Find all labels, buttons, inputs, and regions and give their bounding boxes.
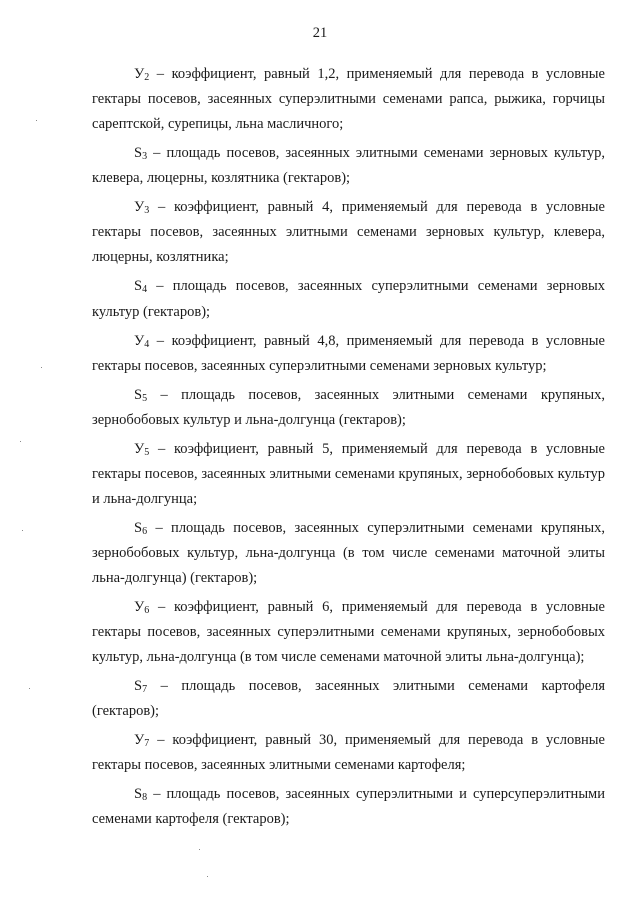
variable-symbol: $S_3$: [134, 145, 148, 163]
scan-speck: [199, 849, 200, 850]
variable-symbol: $S_8$: [134, 786, 148, 804]
scan-speck: [207, 876, 208, 877]
paragraph-y5: [92, 437, 605, 512]
paragraph-y7: [92, 728, 605, 778]
variable-symbol: $У_3$: [134, 199, 150, 217]
variable-symbol: $S_4$: [134, 278, 148, 296]
variable-symbol: $У_2$: [134, 66, 150, 83]
scan-speck: [20, 441, 21, 442]
paragraph-text: – площадь посевов, засеянных суперэлитными семенами зерновых культур (гектаров);: [92, 278, 605, 320]
paragraph-y4: [92, 329, 605, 379]
variable-symbol: $У_7$: [134, 732, 150, 750]
paragraph-text: – площадь посевов, засеянных суперэлитными и суперсуперэлитными семенами картофеля (гектаров);: [92, 786, 605, 828]
paragraph-y6: [92, 595, 605, 670]
paragraph-s6: [92, 516, 605, 591]
scan-speck: [22, 530, 23, 531]
variable-symbol: $S_7$: [134, 678, 148, 696]
paragraph-s4: [92, 274, 605, 324]
scan-speck: [36, 120, 37, 121]
paragraph-text: – коэффициент, равный 30, применяемый для перевода в условные гектары посевов, засеянных элитными семенами картофеля;: [92, 732, 605, 774]
paragraph-text: – площадь посевов, засеянных суперэлитными семенами крупяных, зернобобовых культур, льна-долгунца (в том числе семенами маточной элиты льна-долгунца) (гектаров);: [92, 519, 605, 587]
paragraph-text: – площадь посевов, засеянных элитными семенами крупяных, зернобобовых культур и льна-долгунца (гектаров);: [92, 386, 605, 428]
scan-speck: [29, 688, 30, 689]
paragraph-text: – коэффициент, равный 5, применяемый для перевода в условные гектары посевов, засеянных элитными семенами крупяных, зернобобовых культур и льна-долгунца;: [92, 440, 605, 507]
paragraph-text: – коэффициент, равный 4, применяемый для перевода в условные гектары посевов, засеянных элитными семенами зерновых культур, клевера, люцерны, козлятника;: [92, 199, 605, 266]
scan-speck: [41, 367, 42, 368]
paragraph-text: – коэффициент, равный 1,2, применяемый для перевода в условные гектары посевов, засеянных суперэлитными семенами рапса, рыжика, горчицы сарептской, сурепицы, льна масличного;: [92, 66, 605, 133]
paragraph-s8: [92, 782, 605, 832]
paragraph-s3: [92, 141, 605, 191]
variable-symbol: $У_6$: [134, 599, 150, 616]
paragraph-s5: [92, 383, 605, 433]
paragraph-s7: [92, 674, 605, 724]
paragraph-text: – площадь посевов, засеянных элитными семенами зерновых культур, клевера, люцерны, козлятника (гектаров);: [92, 145, 605, 187]
variable-symbol: $У_4$: [134, 332, 150, 350]
variable-symbol: $S_5$: [134, 386, 148, 404]
variable-symbol: $У_5$: [134, 440, 150, 458]
paragraph-text: – коэффициент, равный 6, применяемый для перевода в условные гектары посевов, засеянных суперэлитными семенами крупяных, зернобобовых культур, льна-долгунца (в том числе семенами маточной элиты льна-долгунца);: [92, 599, 605, 666]
page-number: 21: [312, 25, 328, 41]
paragraph-text: – коэффициент, равный 4,8, применяемый для перевода в условные гектары посевов, засеянных суперэлитными семенами зерновых культур;: [92, 332, 605, 374]
variable-symbol: $S_6$: [134, 519, 148, 537]
paragraph-text: – площадь посевов, засеянных элитными семенами картофеля (гектаров);: [92, 678, 605, 720]
paragraph-y2: [92, 62, 605, 137]
paragraph-y3: [92, 195, 605, 270]
document-body: [92, 62, 605, 833]
